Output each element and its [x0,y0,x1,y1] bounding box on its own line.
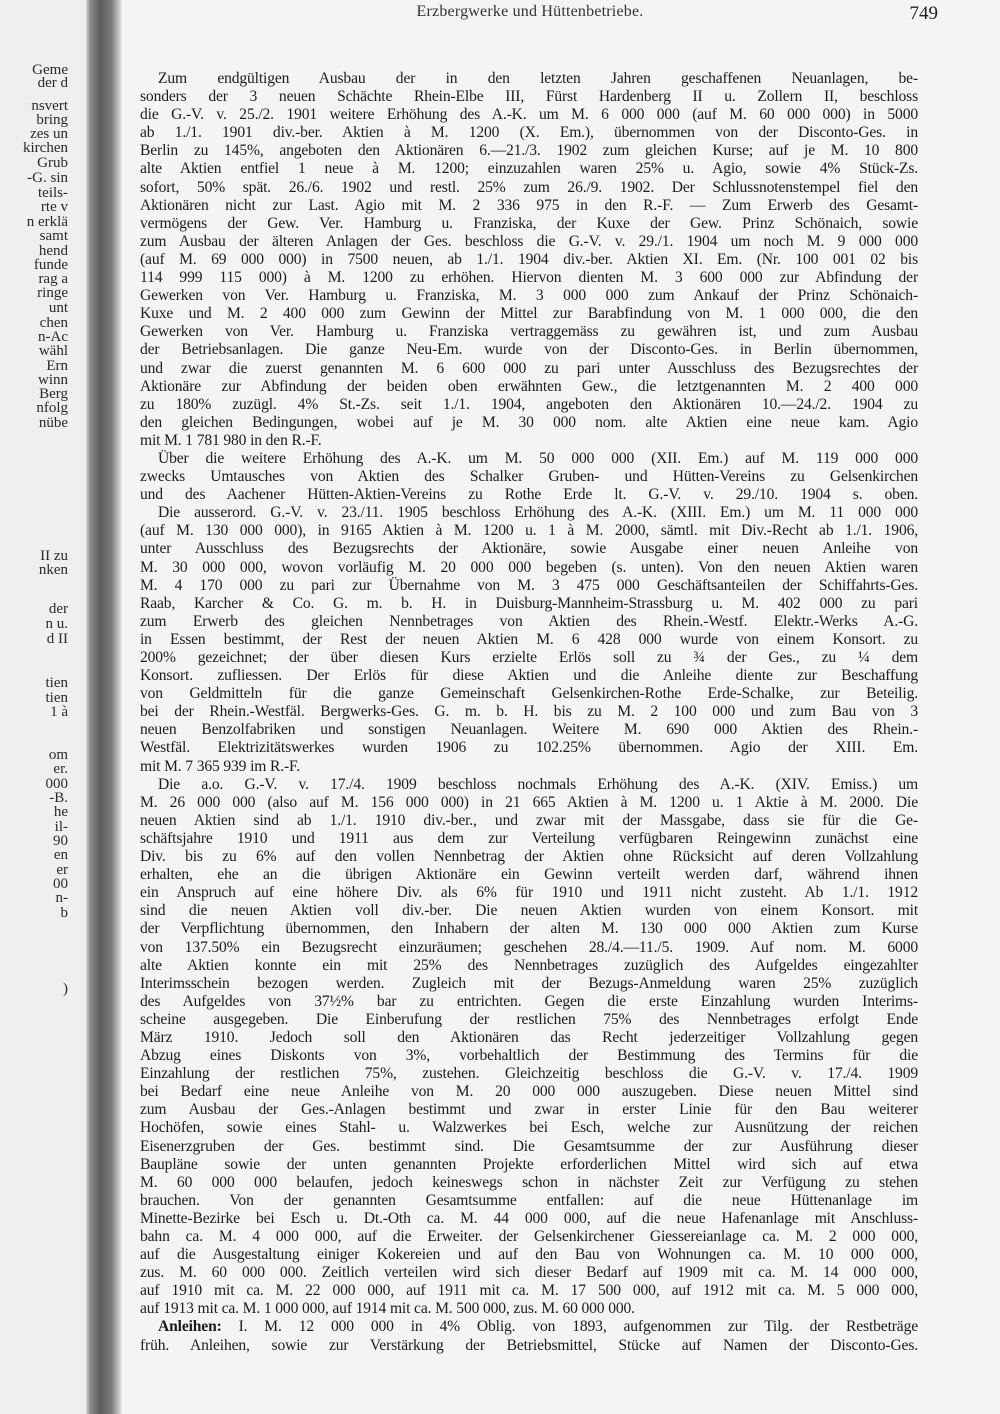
text-line: Hochöfen, sowie eines Stahl- u. Walzwerkes bei Esch, welche zur Ausnützung der reichen [140,1119,918,1137]
running-title: Erzbergwerke und Hüttenbetriebe. [416,3,644,20]
margin-fragment: tien [45,675,68,691]
text-line: ein Anspruch auf eine höhere Div. als 6% für 1910 und 1911 nicht zusteht. Ab 1./1. 1912 [140,884,918,902]
text-line: der Verpflichtung übernommen, den Inhabern der alten M. 130 000 000 Aktien zum Kurse [140,920,918,938]
margin-fragment: Geme [32,62,68,78]
margin-fragment: er. [53,761,68,777]
text-line: bei Bedarf eine neue Anleihe von M. 20 000 000 auszugeben. Diese neuen Mittel sind [140,1083,918,1101]
margin-fragment: kirchen [23,140,68,156]
text-line: zum Erwerb des gleichen Nennbetrages von Aktien des Rhein.-Westf. Elektr.-Werks A.-G. [140,612,918,630]
line-text: I. M. 12 000 000 in 4% Oblig. von 1893, aufgenommen zur Tilg. der Restbeträge [221,1318,918,1336]
text-line: M. 60 000 000 belaufen, jedoch keineswegs schon in nächster Zeit zur Verfügung zu stehen [140,1173,918,1191]
margin-fragment: n- [55,890,68,906]
margin-fragment: rte v [40,199,68,215]
text-line: Interimsschein bezogen werden. Zugleich mit der Bezugs-Anmeldung waren 25% zuzüglich [140,974,918,992]
text-line: zum Ausbau der Ges.-Anlagen bestimmt und zwar in erster Linie für den Bau weiterer [140,1101,918,1119]
margin-fragment: b [60,905,68,921]
text-line: den gleichen Bedingungen, wobei auf je M. 30 000 nom. alte Aktien eine neue kam. Agio [140,413,918,431]
margin-fragment: der [48,601,68,617]
text-line: vermögens der Gew. Ver. Hamburg u. Franziska, der Kuxe der Gew. Prinz Schönaich, sowie [140,214,918,232]
text-line: unter Ausschluss des Bezugsrechts der Aktionäre, sowie Ausgabe einer neuen Anleihe von [140,540,918,558]
text-line: (auf M. 69 000 000) in 7500 neuen, ab 1./1. 1904 div.-ber. Aktien XI. Em. (Nr. 100 001 02 bis [140,250,918,268]
text-line: Zum endgültigen Ausbau der in den letzten Jahren geschaffenen Neuanlagen, be- [158,70,918,87]
text-line: sonders der 3 neuen Schächte Rhein-Elbe III, Fürst Hardenberg II u. Zollern II, beschloss [140,88,918,106]
margin-fragment: he [53,804,68,820]
text-line: M. 26 000 000 (also auf M. 156 000 000) in 21 665 Aktien à M. 1200 u. 1 Aktie à M. 2000. Die [140,793,918,811]
text-line: Eisenerzgruben der Ges. bestimmt sind. Die Gesamtsumme der zur Ausführung dieser [140,1137,918,1155]
margin-fragment: chen [39,315,68,331]
text-line: Berlin zu 145%, angeboten den Aktionären 6.—21./3. 1902 zum gleichen Kurse; auf je M. 10 800 [140,142,918,160]
text-line: auf 1913 mit ca. M. 1 000 000, auf 1914 mit ca. M. 500 000, zus. M. 60 000 000. [140,1300,635,1318]
margin-fragment: -B. [49,790,68,806]
margin-fragment: er [56,862,68,878]
text-line: zwecks Umtausches von Aktien des Schalker Gruben- und Hütten-Vereins zu Gelsenkirchen [140,468,918,486]
previous-page-edge [0,0,90,1414]
text-line: Baupläne sowie der unten genannten Projekte erforderlichen Mittel wird sich auf etwa [140,1155,918,1173]
text-line: schäftsjahre 1910 und 1911 aus dem zur Verteilung verfügbaren Reingewinn zunächst eine [140,829,918,847]
text-line: der Betriebsanlagen. Die ganze Neu-Em. wurde von der Disconto-Ges. in Berlin übernommen, [140,341,918,359]
margin-fragment: n erklä [26,214,68,230]
margin-fragment: -G. sin [27,170,68,186]
margin-fragment: d II [46,631,68,647]
margin-fragment: rag a [38,271,68,287]
text-line: sind die neuen Aktien voll div.-ber. Die neuen Aktien wurden von einem Konsort. mit [140,902,918,920]
margin-fragment: II zu [40,548,68,564]
text-line: Westfäl. Elektrizitätswerkes wurden 1906 zu 102.25% übernommen. Agio der XIII. Em. [140,739,918,757]
paragraph [140,504,918,775]
text-line: scheine ausgegeben. Die Einberufung der restlichen 75% des Nennbetrages erfolgt Ende [140,1010,918,1028]
text-line: (auf M. 130 000 000), in 9165 Aktien à M. 1200 u. 1 à M. 2000, sämtl. mit Div.-Recht ab 1./1. 1906, [140,522,918,540]
margin-fragment: funde [33,257,68,273]
margin-fragment: der d [37,75,68,91]
text-line: neuen Aktien sind ab 1./1. 1910 div.-ber., und zwar mit der Massgabe, dass sie für die Ge- [140,811,918,829]
margin-fragment: wähl [38,343,68,359]
text-line: die G.-V. v. 25./2. 1901 weitere Erhöhung des A.-K. um M. 6 000 000 (auf M. 60 000 000) in 5000 [140,106,918,124]
margin-fragment: unt [48,300,68,316]
text-line: zus. M. 60 000 000. Zeitlich verteilen wird sich dieser Bedarf auf 1909 mit ca. M. 14 000 000, [140,1264,918,1282]
text-line: Minette-Bezirke bei Esch u. Dt.-Oth ca. M. 44 000 000, auf die neue Hafenanlage mit Anschluss- [140,1209,918,1227]
text-line: ab 1./1. 1901 div.-ber. Aktien à M. 1200 (X. Em.), übernommen von der Disconto-Ges. in [140,124,918,142]
margin-fragment: 1 à [50,704,68,720]
margin-fragment: om [48,747,68,763]
text-line: bei der Rhein.-Westfäl. Bergwerks-Ges. G. m. b. H. bis zu M. 2 100 000 und zum Bau von 3 [140,703,918,721]
section-heading: Anleihen: [158,1318,222,1336]
text-line: Die ausserord. G.-V. v. 23./11. 1905 beschloss Erhöhung des A.-K. (XIII. Em.) um M. 11 000 000 [158,504,918,522]
text-line: Über die weitere Erhöhung des A.-K. um M. 50 000 000 (XII. Em.) auf M. 119 000 000 [158,449,918,467]
margin-fragment: nsvert [31,98,68,114]
margin-fragment: Berg [39,386,68,402]
text-line: brauchen. Von der genannten Gesamtsumme entfallen: auf die neue Hüttenanlage im [140,1191,918,1209]
margin-fragment: en [53,847,68,863]
text-line: von 137.50% ein Bezugsrecht einzuräumen; geschehen 28./4.—11./5. 1909. Auf nom. M. 6000 [140,938,918,956]
margin-fragment: il- [54,819,68,835]
paragraph [140,70,918,450]
page-header [140,3,938,27]
margin-fragment: 90 [53,833,68,849]
text-line: auf die Ausgestaltung einiger Kokereien und auf den Bau von Wohnungen ca. M. 10 000 000, [140,1246,918,1264]
margin-fragment: teils- [38,185,68,201]
margin-fragment: ) [63,981,68,997]
text-line: bahn ca. M. 4 000 000, auf die Erweiter. der Gelsenkirchener Giessereianlage ca. M. 2 000 000, [140,1228,918,1245]
text-line: 200% gezeichnet; der über diesen Kurs erzielte Erlös soll zu ¾ der Ges., zu ¼ dem [140,649,918,666]
page-number: 749 [909,3,938,24]
text-line: Aktionäre zur Abfindung der beiden oben erwähnten Gew., die letztgenannten M. 2 400 000 [140,377,918,395]
text-line: Einzahlung der restlichen 75%, zustehen. Gleichzeitig beschloss die G.-V. v. 17./4. 1909 [140,1065,918,1083]
text-line: Abzug eines Diskonts von 3%, vorbehaltlich der Bestimmung des Termins für die [140,1047,918,1065]
text-line: mit M. 1 781 980 in den R.-F. [140,431,322,449]
margin-fragment: nfolg [36,400,68,416]
margin-fragment: zes un [30,126,68,142]
margin-fragment: Grub [37,155,68,171]
margin-fragment: 00 [53,876,68,892]
margin-fragment: n u. [45,616,68,632]
margin-fragment: hend [38,243,68,259]
paragraph [140,776,918,1319]
text-line: Div. bis zu 6% auf den vollen Nennbetrag der Aktien ohne Rücksicht auf deren Vollzahlung [140,848,918,866]
text-line: auf 1910 mit ca. M. 22 000 000, auf 1911 mit ca. M. 17 500 000, auf 1912 mit ca. M. 5 000 000, [140,1282,918,1300]
text-line: März 1910. Jedoch soll den Aktionären das Recht jederzeitiger Vollzahlung gegen [140,1028,918,1046]
text-line: alte Aktien entfiel 1 neue à M. 1200; einzuzahlen waren 25% u. Agio, sowie 4% Stück-Zs. [140,160,918,178]
text-line: Kuxe und M. 2 400 000 zum Gewinn der Mittel zur Barabfindung von M. 1 000 000, die den [140,305,918,323]
text-line: zum Ausbau der älteren Anlagen der Ges. beschloss die G.-V. v. 29./1. 1904 um noch M. 9 000 000 [140,232,918,250]
margin-fragment: ringe [37,285,68,301]
text-line: M. 4 170 000 zu pari zur Übernahme von M. 3 475 000 Geschäftsanteilen der Schiffahrts-Ges. [140,576,918,594]
text-line: früh. Anleihen, sowie zur Verstärkung der Betriebsmittel, Stücke auf Namen der Disconto-Ges. [140,1336,918,1354]
text-line: mit M. 7 365 939 im R.-F. [140,757,301,775]
text-line: in Essen bestimmt, der Rest der neuen Aktien M. 6 428 000 wurde von einem Konsort. zu [140,630,918,648]
margin-fragment: nken [38,562,68,578]
margin-fragment: n-Ac [38,329,68,345]
margin-fragment: Ern [46,358,68,374]
margin-fragment: nübe [38,415,68,431]
text-line: Gewerken von Ver. Hamburg u. Franziska, M. 3 000 000 zum Ankauf der Prinz Schönaich- [140,287,918,305]
text-line: alte Aktien konnte ein mit 25% des Nennbetrages zuzüglich des Aufgeldes eingezahlter [140,956,918,974]
margin-fragment: bring [36,112,68,128]
margin-fragment: 000 [45,776,68,792]
text-line: Konsort. zufliessen. Der Erlös für diese Aktien und die Anleihe diente zur Beschaffung [140,667,918,685]
text-line: und des Aachener Hütten-Aktien-Vereins zu Rothe Erde lt. G.-V. v. 29./10. 1904 s. oben. [140,486,918,504]
book-gutter [86,0,122,1414]
paragraph [140,450,918,504]
text-line: Die a.o. G.-V. v. 17./4. 1909 beschloss nochmals Erhöhung des A.-K. (XIV. Emiss.) um [158,775,918,793]
text-line: M. 30 000 000, wovon vorläufig M. 20 000 000 begeben (s. unten). Von den neuen Aktien waren [140,558,918,576]
text-line: sofort, 50% spät. 26./6. 1902 und restl. 25% zum 26./9. 1902. Der Schlussnotenstempel fiel den [140,178,918,196]
text-line: zu 180% zuzügl. 4% St.-Zs. seit 1./1. 1904, angeboten den Aktionären 10.—24./2. 1904 zu [140,395,918,413]
text-line: neuen Benzolfabriken und sonstigen Neuanlagen. Weitere M. 690 000 Aktien des Rhein.- [140,721,918,739]
text-line: von Geldmitteln für die ganze Gemeinschaft Gelsenkirchen-Rothe Erde-Schalke, zur Beteilig. [140,685,918,703]
text-line: Raab, Karcher & Co. G. m. b. H. in Duisburg-Mannheim-Strassburg u. M. 402 000 zu pari [140,594,918,612]
text-line: erhalten, ehe an die übrigen Aktionäre ein Gewinn verteilt werden darf, während ihnen [140,866,918,884]
margin-fragment: tien [45,690,68,706]
text-line [140,1318,918,1336]
text-line: und zwar die zuerst genannten M. 6 600 000 zu pari unter Ausschluss des Bezugsrechtes der [140,359,918,377]
text-line: Gewerken von Ver. Hamburg u. Franziska vertraggemäss zu gewähren ist, und zum Ausbau [140,323,918,341]
margin-fragment: winn [38,372,68,388]
page-body [140,70,918,1355]
paragraph [140,1318,918,1354]
text-line: des Aufgeldes von 37½% bar zu entrichten. Gegen die erste Einzahlung wurden Interims- [140,992,918,1010]
text-line: 114 999 115 000) à M. 1200 zu erhöhen. Hiervon dienten M. 3 600 000 zur Abfindung der [140,269,918,287]
text-line: Aktionären nicht zur Last. Agio mit M. 2 336 975 in den R.-F. — Zum Erwerb des Gesamt- [140,196,918,214]
margin-fragment: samt [39,228,68,244]
